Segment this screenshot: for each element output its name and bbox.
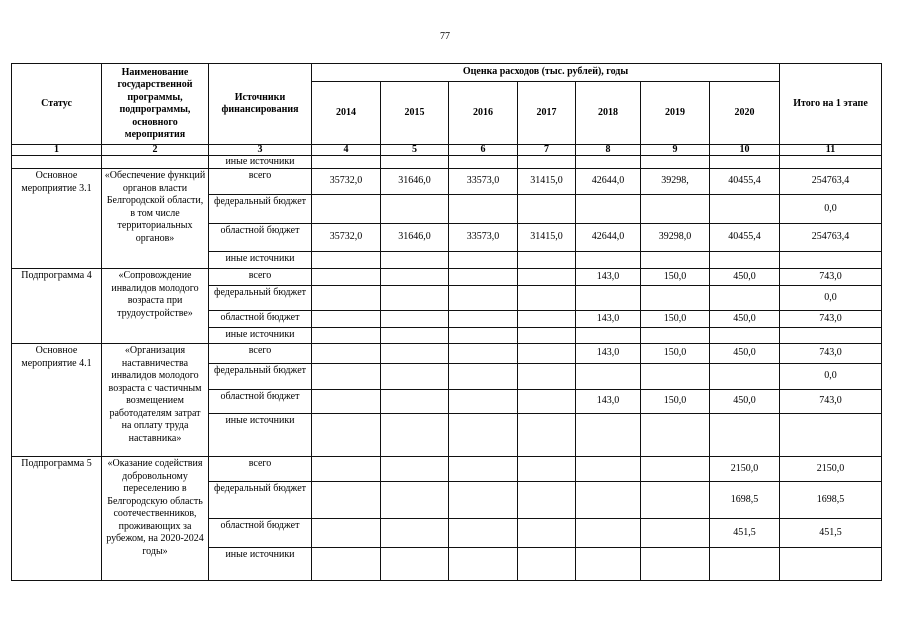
funding-source-cell: федеральный бюджет <box>208 481 312 519</box>
year-value-cell <box>517 413 576 457</box>
year-value-cell <box>575 327 641 344</box>
year-value-cell <box>517 327 576 344</box>
year-value-cell <box>380 456 449 482</box>
year-value-cell <box>380 194 449 224</box>
year-value-cell: 40455,4 <box>709 168 780 195</box>
column-number: 11 <box>779 144 882 156</box>
year-value-cell <box>311 518 381 548</box>
year-value-cell <box>311 547 381 581</box>
year-value-cell: 33573,0 <box>448 168 518 195</box>
year-value-cell: 33573,0 <box>448 223 518 252</box>
year-value-cell: 150,0 <box>640 310 710 328</box>
year-value-cell <box>448 194 518 224</box>
year-value-cell <box>311 327 381 344</box>
total-value-cell: 743,0 <box>779 389 882 414</box>
year-value-cell <box>311 343 381 364</box>
year-value-cell <box>380 155 449 169</box>
funding-source-cell: всего <box>208 343 312 364</box>
program-name-cell: «Оказание содействия добровольному переселению в Белгородскую область соотечественников, проживающих за рубежом, на 2020-2024 годы» <box>101 456 209 581</box>
funding-source-cell: федеральный бюджет <box>208 285 312 311</box>
year-value-cell <box>448 456 518 482</box>
status-cell: Основное мероприятие 3.1 <box>11 168 102 269</box>
year-value-cell <box>575 481 641 519</box>
header-year: 2014 <box>311 81 381 145</box>
program-name-cell: «Организация наставничества инвалидов молодого возраста с частичным возмещением работодателям затрат на оплату труда наставника» <box>101 343 209 457</box>
year-value-cell <box>640 547 710 581</box>
year-value-cell <box>448 343 518 364</box>
year-value-cell <box>448 413 518 457</box>
header-funding-source: Источники финансирования <box>208 63 312 145</box>
year-value-cell <box>709 285 780 311</box>
year-value-cell <box>517 194 576 224</box>
year-value-cell: 2150,0 <box>709 456 780 482</box>
year-value-cell <box>311 363 381 390</box>
year-value-cell <box>517 343 576 364</box>
header-year: 2020 <box>709 81 780 145</box>
year-value-cell <box>575 251 641 269</box>
year-value-cell <box>448 285 518 311</box>
year-value-cell <box>709 251 780 269</box>
year-value-cell <box>448 310 518 328</box>
year-value-cell <box>640 413 710 457</box>
year-value-cell <box>311 251 381 269</box>
total-value-cell <box>779 413 882 457</box>
total-value-cell: 1698,5 <box>779 481 882 519</box>
year-value-cell <box>640 155 710 169</box>
page-number: 77 <box>440 31 450 42</box>
year-value-cell <box>311 155 381 169</box>
year-value-cell <box>448 481 518 519</box>
year-value-cell <box>517 389 576 414</box>
column-number: 4 <box>311 144 381 156</box>
total-value-cell: 0,0 <box>779 363 882 390</box>
year-value-cell <box>311 310 381 328</box>
year-value-cell: 150,0 <box>640 389 710 414</box>
year-value-cell <box>311 413 381 457</box>
total-value-cell: 254763,4 <box>779 223 882 252</box>
year-value-cell <box>575 285 641 311</box>
year-value-cell <box>448 251 518 269</box>
program-name-cell <box>101 155 209 169</box>
year-value-cell: 35732,0 <box>311 168 381 195</box>
column-number: 5 <box>380 144 449 156</box>
year-value-cell <box>517 481 576 519</box>
year-value-cell <box>380 389 449 414</box>
year-value-cell <box>709 194 780 224</box>
year-value-cell <box>380 310 449 328</box>
year-value-cell: 40455,4 <box>709 223 780 252</box>
total-value-cell <box>779 251 882 269</box>
year-value-cell <box>311 481 381 519</box>
year-value-cell: 450,0 <box>709 310 780 328</box>
status-cell: Подпрограмма 5 <box>11 456 102 581</box>
year-value-cell <box>709 547 780 581</box>
year-value-cell: 31646,0 <box>380 223 449 252</box>
year-value-cell <box>380 547 449 581</box>
year-value-cell: 42644,0 <box>575 168 641 195</box>
total-value-cell: 743,0 <box>779 343 882 364</box>
year-value-cell <box>517 547 576 581</box>
funding-source-cell: областной бюджет <box>208 310 312 328</box>
header-status: Статус <box>11 63 102 145</box>
year-value-cell: 450,0 <box>709 389 780 414</box>
year-value-cell <box>575 155 641 169</box>
year-value-cell: 31646,0 <box>380 168 449 195</box>
column-number: 3 <box>208 144 312 156</box>
year-value-cell <box>380 363 449 390</box>
year-value-cell: 143,0 <box>575 268 641 286</box>
year-value-cell: 1698,5 <box>709 481 780 519</box>
column-number: 8 <box>575 144 641 156</box>
year-value-cell <box>575 194 641 224</box>
header-year: 2015 <box>380 81 449 145</box>
year-value-cell <box>517 456 576 482</box>
total-value-cell: 2150,0 <box>779 456 882 482</box>
year-value-cell <box>448 389 518 414</box>
year-value-cell <box>709 155 780 169</box>
year-value-cell: 150,0 <box>640 343 710 364</box>
year-value-cell <box>311 194 381 224</box>
header-year: 2019 <box>640 81 710 145</box>
year-value-cell <box>640 363 710 390</box>
year-value-cell <box>311 285 381 311</box>
year-value-cell <box>517 268 576 286</box>
header-year: 2018 <box>575 81 641 145</box>
year-value-cell <box>575 547 641 581</box>
year-value-cell <box>640 456 710 482</box>
year-value-cell <box>640 285 710 311</box>
year-value-cell <box>517 310 576 328</box>
year-value-cell <box>517 155 576 169</box>
total-value-cell: 743,0 <box>779 268 882 286</box>
year-value-cell <box>380 343 449 364</box>
year-value-cell <box>517 518 576 548</box>
funding-source-cell: всего <box>208 268 312 286</box>
year-value-cell <box>575 456 641 482</box>
year-value-cell <box>380 268 449 286</box>
year-value-cell <box>448 155 518 169</box>
year-value-cell <box>380 285 449 311</box>
year-value-cell: 39298, <box>640 168 710 195</box>
header-year: 2016 <box>448 81 518 145</box>
status-cell: Основное мероприятие 4.1 <box>11 343 102 457</box>
year-value-cell <box>575 413 641 457</box>
status-cell: Подпрограмма 4 <box>11 268 102 344</box>
year-value-cell <box>640 194 710 224</box>
total-value-cell <box>779 327 882 344</box>
year-value-cell: 143,0 <box>575 343 641 364</box>
program-name-cell: «Сопровождение инвалидов молодого возраста при трудоустройстве» <box>101 268 209 344</box>
year-value-cell <box>380 413 449 457</box>
total-value-cell: 451,5 <box>779 518 882 548</box>
year-value-cell <box>311 456 381 482</box>
funding-source-cell: иные источники <box>208 547 312 581</box>
total-value-cell <box>779 155 882 169</box>
year-value-cell: 143,0 <box>575 310 641 328</box>
year-value-cell: 31415,0 <box>517 168 576 195</box>
program-name-cell: «Обеспечение функций органов власти Белгородской области, в том числе территориальных органов» <box>101 168 209 269</box>
column-number: 9 <box>640 144 710 156</box>
funding-source-cell: иные источники <box>208 413 312 457</box>
year-value-cell <box>640 481 710 519</box>
funding-source-cell: федеральный бюджет <box>208 363 312 390</box>
header-expense-estimate: Оценка расходов (тыс. рублей), годы <box>311 63 780 82</box>
year-value-cell <box>640 251 710 269</box>
column-number: 7 <box>517 144 576 156</box>
year-value-cell: 150,0 <box>640 268 710 286</box>
year-value-cell <box>709 327 780 344</box>
column-number: 1 <box>11 144 102 156</box>
year-value-cell <box>380 481 449 519</box>
status-cell <box>11 155 102 169</box>
year-value-cell <box>448 518 518 548</box>
year-value-cell <box>709 363 780 390</box>
year-value-cell: 31415,0 <box>517 223 576 252</box>
year-value-cell <box>640 327 710 344</box>
total-value-cell <box>779 547 882 581</box>
year-value-cell <box>311 389 381 414</box>
funding-source-cell: областной бюджет <box>208 389 312 414</box>
funding-source-cell: иные источники <box>208 251 312 269</box>
year-value-cell <box>448 327 518 344</box>
year-value-cell: 39298,0 <box>640 223 710 252</box>
year-value-cell <box>640 518 710 548</box>
total-value-cell: 254763,4 <box>779 168 882 195</box>
year-value-cell: 450,0 <box>709 268 780 286</box>
year-value-cell <box>709 413 780 457</box>
header-program-name: Наименование государственной программы, подпрограммы, основного мероприятия <box>101 63 209 145</box>
year-value-cell <box>575 518 641 548</box>
year-value-cell: 42644,0 <box>575 223 641 252</box>
year-value-cell <box>380 251 449 269</box>
year-value-cell <box>448 363 518 390</box>
total-value-cell: 743,0 <box>779 310 882 328</box>
year-value-cell <box>517 251 576 269</box>
year-value-cell <box>517 285 576 311</box>
year-value-cell <box>448 547 518 581</box>
funding-source-cell: федеральный бюджет <box>208 194 312 224</box>
column-number: 6 <box>448 144 518 156</box>
year-value-cell: 451,5 <box>709 518 780 548</box>
total-value-cell: 0,0 <box>779 194 882 224</box>
year-value-cell: 450,0 <box>709 343 780 364</box>
column-number: 2 <box>101 144 209 156</box>
funding-source-cell: областной бюджет <box>208 518 312 548</box>
funding-source-cell: иные источники <box>208 327 312 344</box>
funding-source-cell: иные источники <box>208 155 312 169</box>
year-value-cell <box>311 268 381 286</box>
header-year: 2017 <box>517 81 576 145</box>
funding-source-cell: областной бюджет <box>208 223 312 252</box>
year-value-cell: 143,0 <box>575 389 641 414</box>
funding-source-cell: всего <box>208 456 312 482</box>
year-value-cell <box>517 363 576 390</box>
year-value-cell <box>380 327 449 344</box>
funding-source-cell: всего <box>208 168 312 195</box>
column-number: 10 <box>709 144 780 156</box>
header-total: Итого на 1 этапе <box>779 63 882 145</box>
year-value-cell <box>575 363 641 390</box>
year-value-cell <box>448 268 518 286</box>
year-value-cell <box>380 518 449 548</box>
year-value-cell: 35732,0 <box>311 223 381 252</box>
total-value-cell: 0,0 <box>779 285 882 311</box>
